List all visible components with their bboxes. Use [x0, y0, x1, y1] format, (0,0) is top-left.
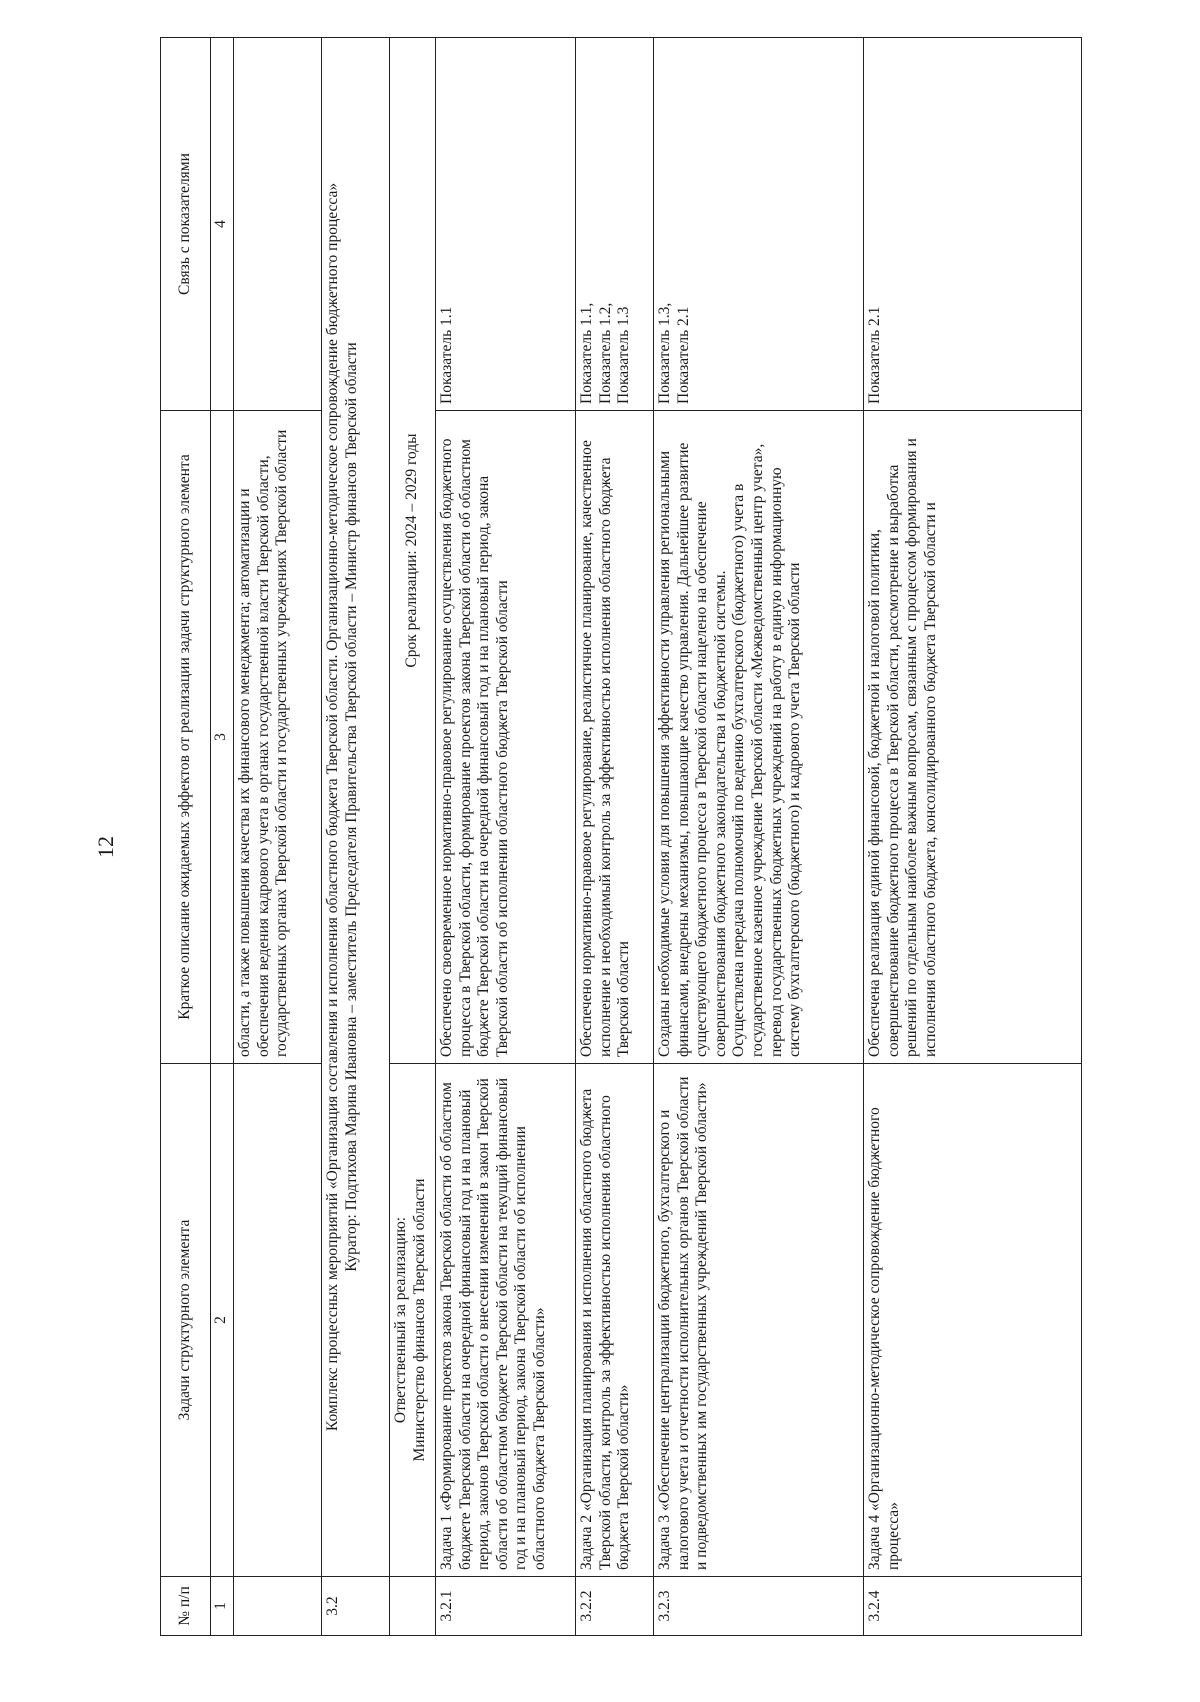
section-title: Комплекс процессных мероприятий «Организация составления и исполнения областного бюджета Тверской области. Организационно-методическое сопровождение бюджетного процесса»: [324, 182, 341, 1432]
responsible-label: Ответственный за реализацию:: [392, 1216, 409, 1424]
column-number-row: [211, 38, 234, 1636]
cell-empty: [234, 1577, 322, 1636]
header-tasks: Задачи структурного элемента: [161, 1064, 211, 1577]
column-number: 2: [211, 1064, 234, 1577]
task-text: Задача 3 «Обеспечение централизации бюджетного, бухгалтерского и налогового учета и отчетности исполнительных органов Тверской области и подведомственных им государственных учреждений Тверской области»: [654, 1064, 864, 1577]
task-text: Задача 2 «Организация планирования и исполнения областного бюджета Тверской области, контроль за эффективностью исполнения областного бюджета Тверской области»: [576, 1064, 654, 1577]
effect-text: Обеспечена реализация единой финансовой, бюджетной и налоговой политики, совершенствование бюджетного процесса в Тверской области, рассмотрение и выработка решений по отдельным наиболее важным вопросам, связанным с процессом формирования и исполнения областного бюджета, консолидированного бюджета Тверской области и: [864, 411, 1082, 1064]
row-number: 3.2.1: [436, 1577, 576, 1636]
column-number: 3: [211, 411, 234, 1064]
responsible-row: [390, 38, 436, 1636]
indicator-text: Показатель 1.3, Показатель 2.1: [654, 38, 864, 411]
task-text: Задача 4 «Организационно-методическое сопровождение бюджетного процесса»: [864, 1064, 1082, 1577]
header-row: [161, 38, 211, 1636]
tasks-table: [160, 37, 1082, 1636]
column-number: 1: [211, 1577, 234, 1636]
table-row: [436, 38, 576, 1636]
effect-text: Обеспечено нормативно-правовое регулирование, реалистичное планирование, качественное исполнение и необходимый контроль за эффективностью исполнения областного бюджета Тверской области: [576, 411, 654, 1064]
header-indicators: Связь с показателями: [161, 38, 211, 411]
responsible-cell: [390, 1064, 436, 1577]
indicator-text: Показатель 1.1: [436, 38, 576, 411]
table-row: [576, 38, 654, 1636]
effect-text: Обеспечено своевременное нормативно-правовое регулирование осуществления бюджетного процесса в Тверской области, формирование проектов закона Тверской области об областном бюджете Тверской области на очередной финансовый год и на плановый период, закона Тверской области об исполнении областного бюджета Тверской области: [436, 411, 576, 1064]
row-number: 3.2.2: [576, 1577, 654, 1636]
header-effects: Краткое описание ожидаемых эффектов от реализации задачи структурного элемента: [161, 411, 211, 1064]
indicator-text: Показатель 1.1, Показатель 1.2, Показатель 1.3: [576, 38, 654, 411]
cell-empty: [234, 38, 322, 411]
period: Срок реализации: 2024 – 2029 годы: [390, 38, 436, 1064]
rotated-table-container: [160, 90, 1082, 1636]
continued-row: [234, 38, 322, 1636]
effect-text: Созданы необходимые условия для повышения эффективности управления региональными финансами, внедрены механизмы, повышающие качество управления. Дальнейшее развитие существующего бюджетного процесса в Тверской области нацелено на обеспечение совершенствования бюджетного законодательства и бюджетной системы. Осуществлена передача полномочий по ведению бухгалтерского (бюджетного) учета в государственное казенное учреждение Тверской области «Межведомственный центр учета», перевод государственных бюджетных учреждений на работу в единую информационную систему бухгалтерского (бюджетного) и кадрового учета Тверской области: [654, 411, 864, 1064]
continued-effect: области, а также повышения качества их финансового менеджмента; автоматизации и обеспечения ведения кадрового учета в органах государственной власти Тверской области, государственных органах Тверской области и государственных учреждениях Тверской области: [234, 411, 322, 1064]
section-title-cell: [322, 38, 390, 1577]
task-text: Задача 1 «Формирование проектов закона Тверской области об областном бюджете Тверской области на очередной финансовый год и на плановый период, законов Тверской области о внесении изменений в закон Тверской области об областном бюджете Тверской области на текущий финансовый год и на плановый период, закона Тверской области об исполнении областного бюджета Тверской области»: [436, 1064, 576, 1577]
row-number: 3.2.4: [864, 1577, 1082, 1636]
responsible-value: Министерство финансов Тверской области: [410, 1178, 428, 1462]
table-row: [654, 38, 864, 1636]
section-row: [322, 38, 390, 1636]
section-number: 3.2: [322, 1577, 390, 1636]
page-number: 12: [93, 836, 118, 858]
table-row: [864, 38, 1082, 1636]
cell-empty: [390, 1577, 436, 1636]
column-number: 4: [211, 38, 234, 411]
header-num: № п/п: [161, 1577, 211, 1636]
section-curator: Куратор: Подтихова Марина Ивановна – заместитель Председателя Правительства Тверской области – Министр финансов Тверской области: [342, 342, 360, 1272]
cell-empty: [234, 1064, 322, 1577]
row-number: 3.2.3: [654, 1577, 864, 1636]
indicator-text: Показатель 2.1: [864, 38, 1082, 411]
